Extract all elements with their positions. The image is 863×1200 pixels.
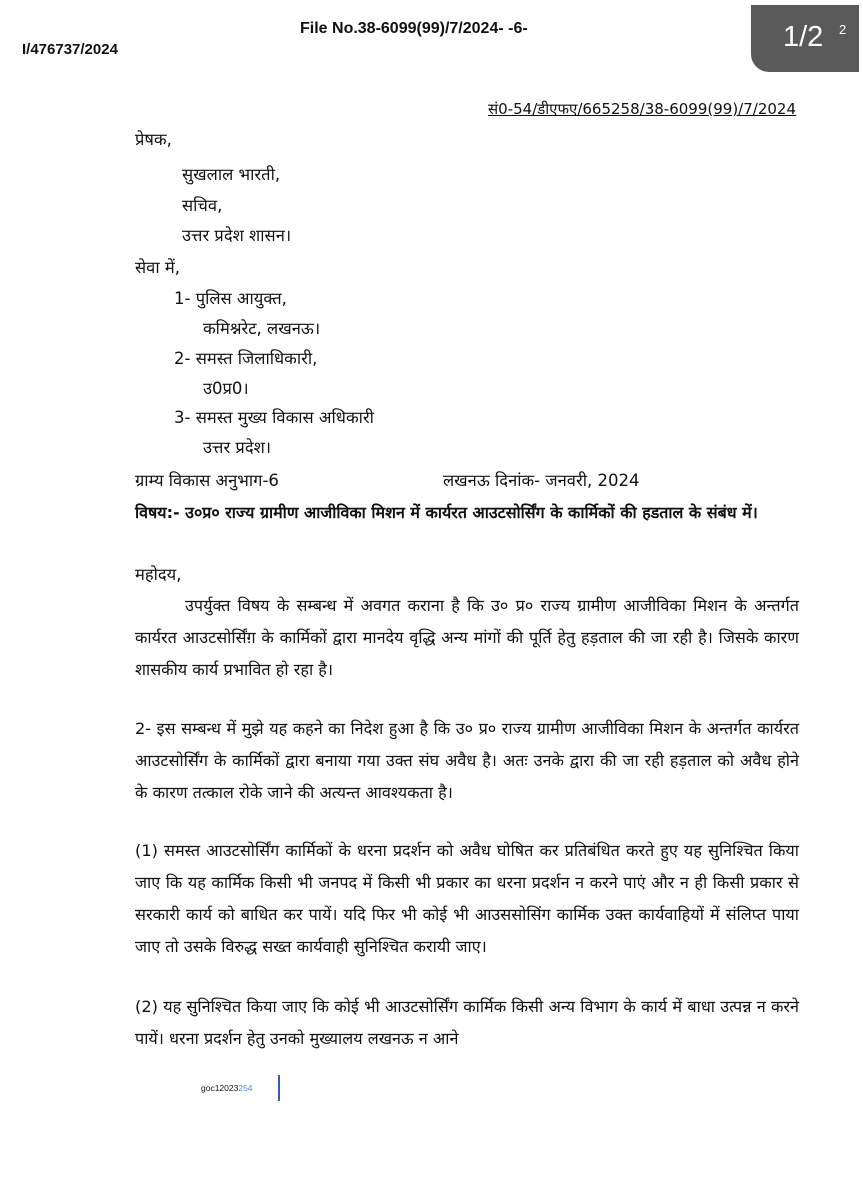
- document-code: [201, 1083, 253, 1093]
- from-label: प्रेषक,: [135, 130, 172, 149]
- document-code-divider: [278, 1075, 280, 1101]
- body-paragraph-3: (1) समस्त आउटसोर्सिंग कार्मिकों के धरना प्रदर्शन को अवैध घोषित कर प्रतिबंधित करते हुए यह सुनिश्चित किया जाए कि यह कार्मिक किसी भी जनपद में किसी भी प्रकार का धरना प्रदर्शन न करने पाएं और न ही किसी प्रकार से सरकारी कार्य को बाधित कर पायें। यदि फिर भी कोई भी आउससोसिंग कार्मिक उक्त कार्यवाहियों में संलिप्त पाया जाए तो उसके विरुद्ध सख्त कार्यवाही सुनिश्चित करायी जाए।: [135, 841, 799, 956]
- section-name: ग्राम्य विकास अनुभाग-6: [135, 471, 279, 490]
- recipient-3-office: उत्तर प्रदेश।: [203, 438, 272, 457]
- recipient-3-title: 3- समस्त मुख्य विकास अधिकारी: [174, 408, 374, 427]
- recipient-1-office: कमिश्नरेट, लखनऊ।: [203, 319, 321, 338]
- recipient-2-office: उ0प्र0।: [203, 379, 249, 398]
- recipient-1-title: 1- पुलिस आयुक्त,: [174, 289, 287, 308]
- recipient-2-title: 2- समस्त जिलाधिकारी,: [174, 349, 318, 368]
- inward-number: I/476737/2024: [22, 41, 118, 58]
- body-paragraph-1: उपर्युक्त विषय के सम्बन्ध में अवगत कराना है कि उ० प्र० राज्य ग्रामीण आजीविका मिशन के अन्तर्गत कार्यरत आउटसोर्सिंग़ के कार्मिकों द्वारा मानदेय वृद्धि अन्य मांगों की पूर्ति हेतु हड़ताल की जा रही है। जिसके कारण शासकीय कार्य प्रभावित हो रहा है।: [135, 596, 799, 679]
- document-code-suffix: 254: [238, 1083, 253, 1093]
- sender-designation: सचिव,: [182, 196, 223, 215]
- page-counter-badge: [751, 5, 859, 72]
- place-date: लखनऊ दिनांक- जनवरी, 2024: [443, 471, 640, 490]
- salutation: महोदय,: [135, 565, 182, 584]
- subject-line: विषय:- उ०प्र० राज्य ग्रामीण आजीविका मिशन में कार्यरत आउटसोर्सिंग के कार्मिकों की हडताल के संबंध में।: [135, 503, 758, 522]
- sender-name: सुखलाल भारती,: [182, 165, 281, 184]
- sender-office: उत्तर प्रदेश शासन।: [182, 226, 292, 245]
- page-counter: 1/2: [783, 21, 824, 53]
- to-label: सेवा में,: [135, 258, 180, 277]
- body-paragraph-4: (2) यह सुनिश्चित किया जाए कि कोई भी आउटसोर्सिंग कार्मिक किसी अन्य विभाग के कार्य में बाधा उत्पन्न न करने पायें। धरना प्रदर्शन हेतु उनको मुख्यालय लखनऊ न आने: [135, 997, 799, 1048]
- file-number: File No.38-6099(99)/7/2024- -6-: [300, 20, 528, 37]
- document-code-main: goc12023: [201, 1083, 239, 1093]
- page-counter-superscript: 2: [839, 22, 847, 37]
- body-paragraph-2: 2- इस सम्बन्ध में मुझे यह कहने का निदेश हुआ है कि उ० प्र० राज्य ग्रामीण आजीविका मिशन के अन्तर्गत कार्यरत आउटसोर्सिंग के कार्मिकों द्वारा बनाया गया उक्त संघ अवैध है। अतः उनके द्वारा की जा रही हड़ताल को अवैध होने के कारण तत्काल रोके जाने की अत्यन्त आवश्यकता है।: [135, 719, 799, 802]
- reference-number: सं0-54/डीएफए/665258/38-6099(99)/7/2024: [488, 100, 796, 118]
